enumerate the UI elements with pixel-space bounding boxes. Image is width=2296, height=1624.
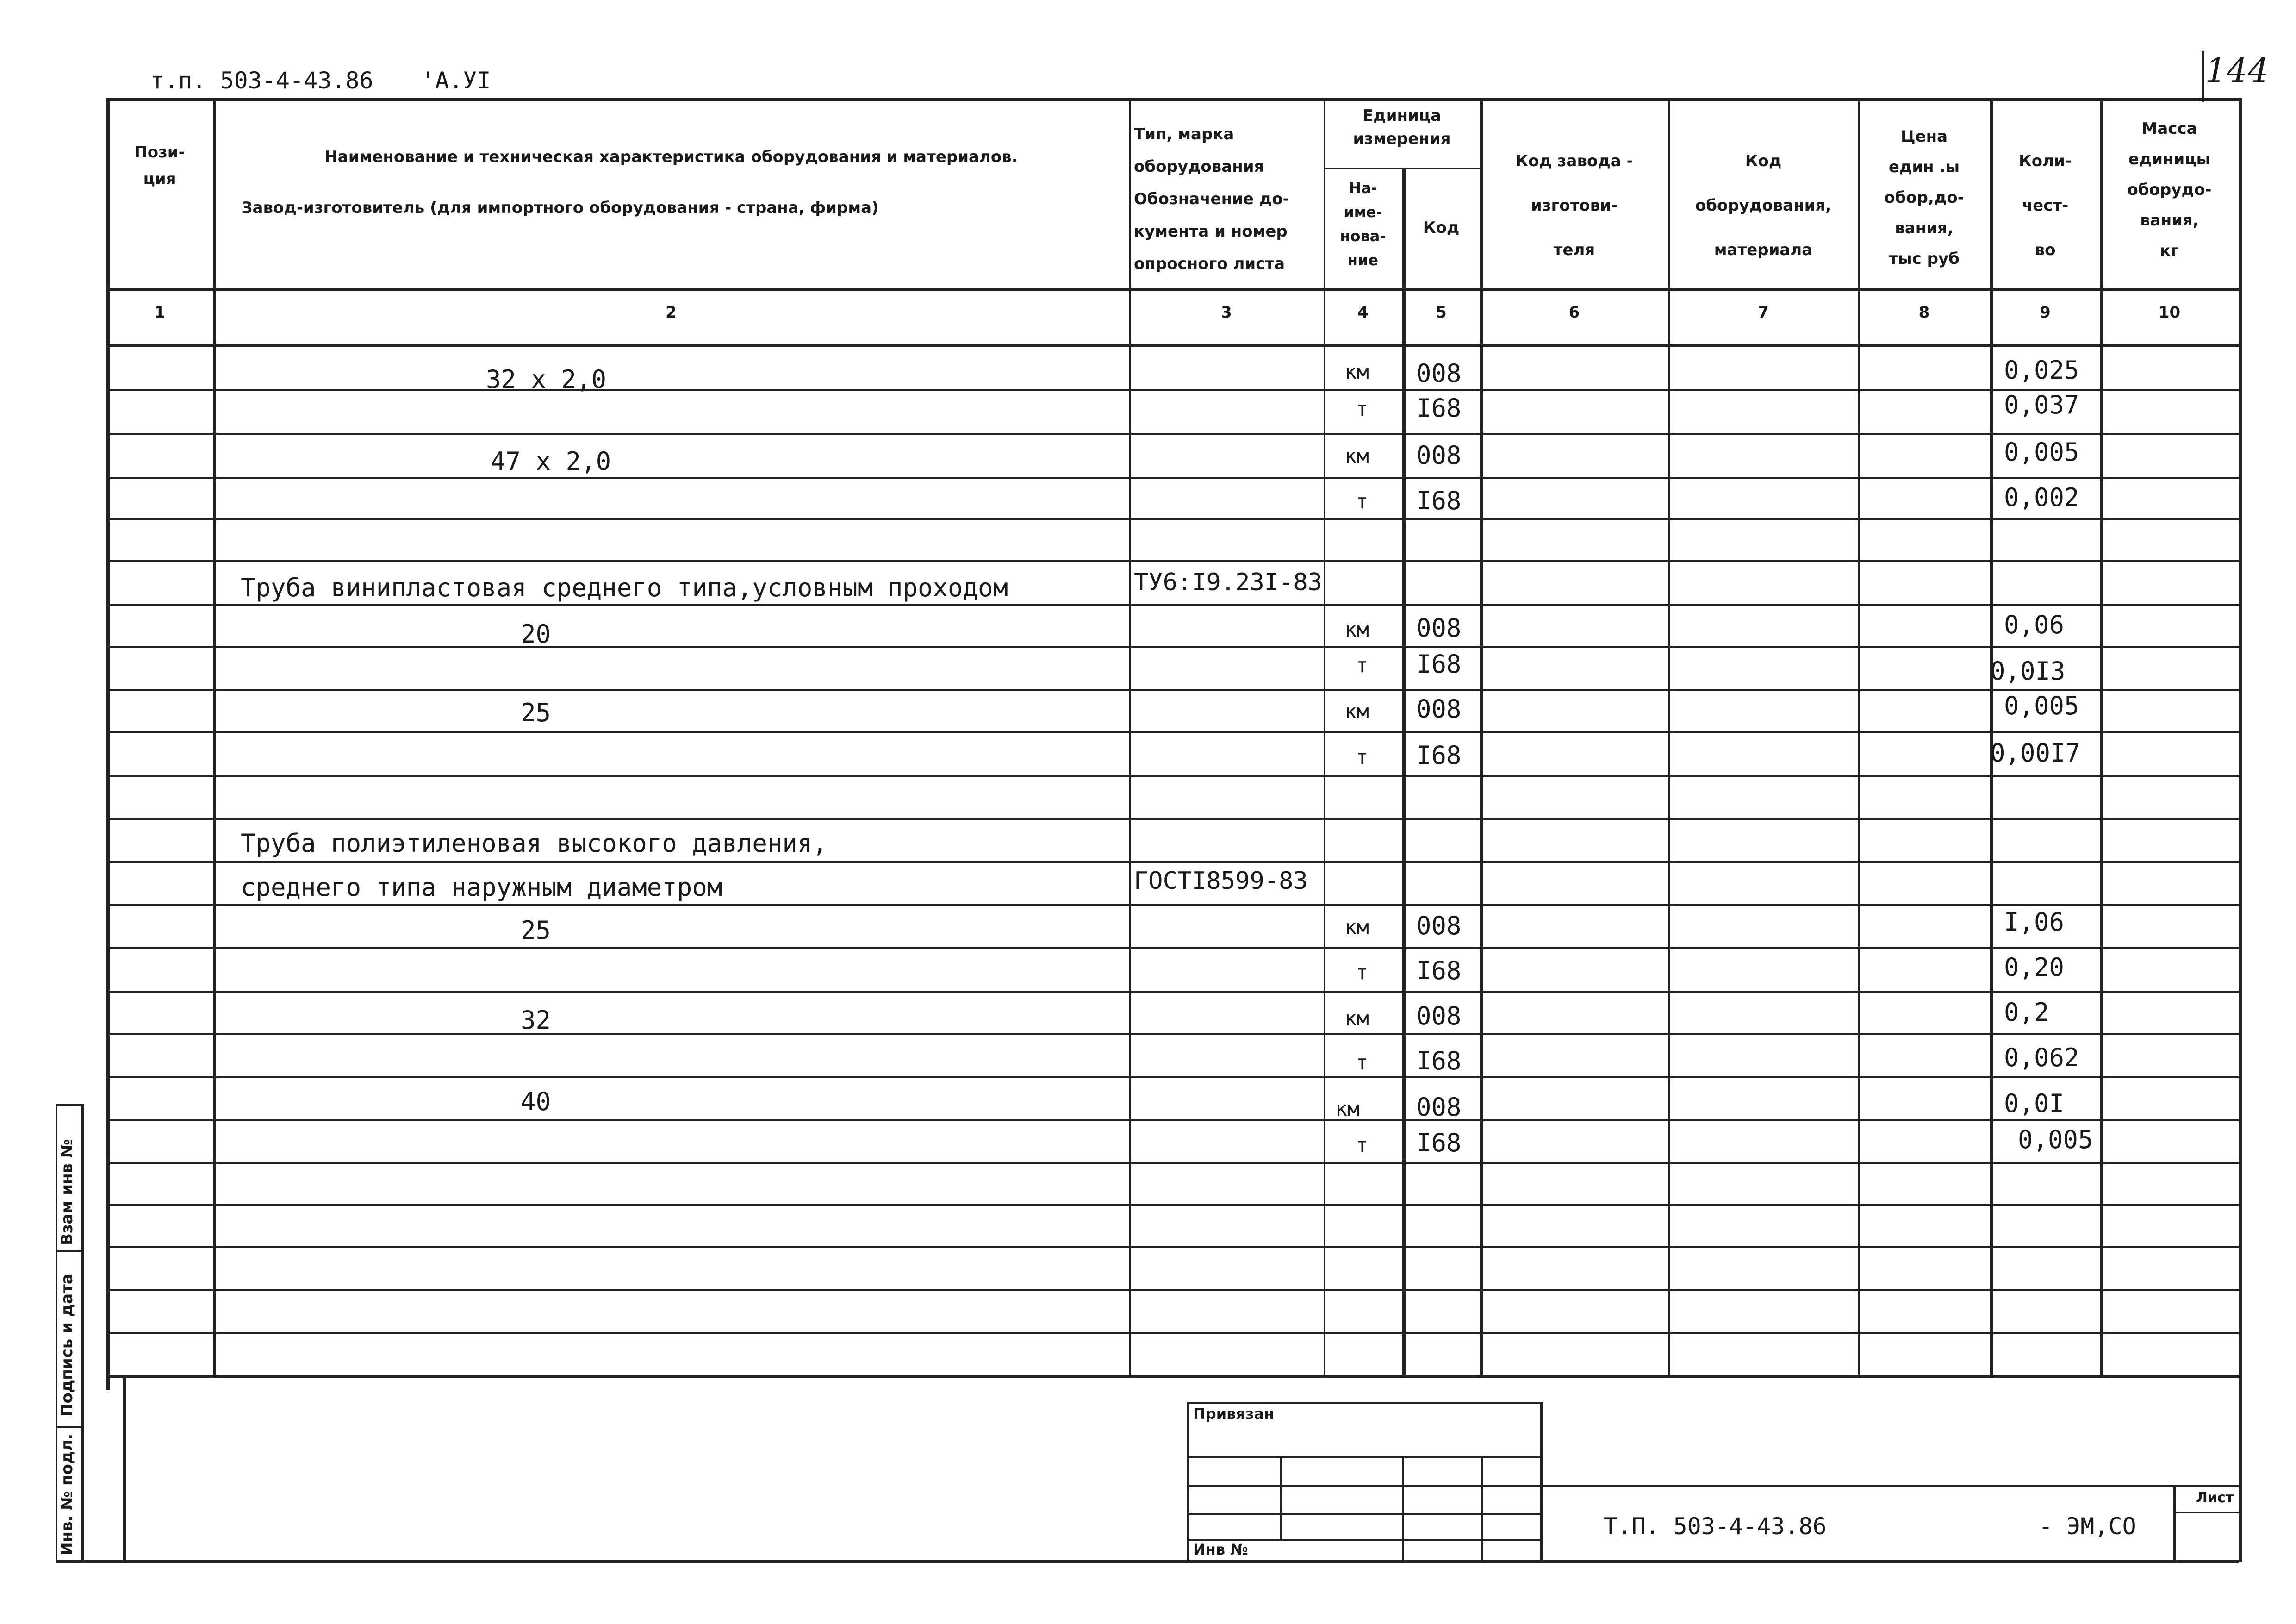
header-name: Наименование и техническая характеристика оборудования и материалов. [324,148,1018,166]
column-number: 5 [1436,303,1447,322]
item-name: 40 [521,1087,551,1116]
unit-name: км [1335,1097,1360,1121]
unit-name: км [1344,444,1369,468]
unit-code: 008 [1416,359,1462,388]
unit-code: 008 [1416,694,1462,724]
item-name: Труба винипластовая среднего типа,условным проходом [241,573,1008,602]
inv-label: Инв № [1193,1541,1248,1558]
header-manufacturer: Завод-изготовитель (для импортного оборудования - страна, фирма) [241,199,879,217]
unit-code: I68 [1416,650,1462,679]
quantity: 0,00I7 [1990,738,2081,768]
header-mass: Масса единицы оборудо- вания, кг [2127,119,2212,260]
header-price: Цена един .ы обор,до- вания, тыс руб [1884,127,1964,268]
unit-code: I68 [1416,956,1462,985]
unit-name: км [1344,360,1369,384]
header-equipment-code: Код оборудования, материала [1695,152,1832,259]
header-unit-name: На- име- нова- ние [1340,179,1386,269]
unit-code: I68 [1416,486,1462,515]
quantity: 0,20 [2004,953,2065,982]
quantity: 0,062 [2004,1043,2079,1072]
page-number-mark [2202,51,2204,102]
quantity: 0,0I3 [1990,656,2066,686]
quantity: 0,005 [2018,1125,2093,1154]
unit-code: I68 [1416,394,1462,423]
unit-code: I68 [1416,741,1462,770]
unit-code: I68 [1416,1046,1462,1075]
quantity: 0,005 [2004,691,2079,720]
unit-name: т [1356,961,1369,984]
column-number: 1 [154,303,165,322]
unit-code: 008 [1416,613,1462,643]
unit-name: т [1356,1051,1369,1074]
quantity: 0,06 [2004,610,2065,639]
header-position: Пози- ция [134,143,185,188]
unit-name: т [1356,397,1369,421]
quantity: 0,025 [2004,356,2079,385]
unit-code: 008 [1416,441,1462,470]
quantity: 0,002 [2004,483,2079,512]
unit-name: т [1356,654,1369,677]
quantity: I,06 [2004,907,2065,937]
unit-name: км [1344,618,1369,642]
side-label: Подпись и дата [58,1274,76,1417]
column-number: 3 [1221,303,1232,322]
item-document: ГОСТI8599-83 [1134,867,1308,895]
album-code: 'А.УI [421,67,491,94]
column-number: 9 [2040,303,2051,322]
column-number: 2 [666,303,677,322]
quantity: 0,0I [2004,1089,2065,1118]
bound-label: Привязан [1193,1405,1275,1423]
column-number: 7 [1758,303,1769,322]
item-name: 25 [521,698,551,727]
side-label: Взам инв № [58,1139,76,1245]
header-unit-code: Код [1423,219,1460,237]
unit-name: км [1344,916,1369,939]
column-number: 4 [1357,303,1369,322]
unit-code: 008 [1416,1093,1462,1122]
unit-code: 008 [1416,1001,1462,1031]
unit-name: км [1344,1007,1369,1031]
unit-code: I68 [1416,1128,1462,1157]
document-code: т.п. 503-4-43.86 [150,67,373,94]
title-doc-code: Т.П. 503-4-43.86 [1604,1513,1827,1540]
unit-name: т [1356,490,1369,513]
unit-name: т [1356,745,1369,769]
item-name: среднего типа наружным диаметром [241,873,722,902]
unit-name: км [1344,700,1369,724]
quantity: 0,2 [2004,998,2049,1027]
item-name: 32 [521,1006,551,1035]
quantity: 0,037 [2004,390,2079,419]
header-quantity: Коли- чест- во [2019,152,2072,259]
side-label: Инв. № подл. [58,1433,76,1555]
unit-code: 008 [1416,911,1462,940]
item-name: 32 х 2,0 [486,365,607,394]
item-document: ТУ6:I9.23I-83 [1134,568,1322,596]
item-name: 20 [521,619,551,649]
page-number: 144 [2205,51,2269,90]
header-unit-group: Единица измерения [1353,106,1451,148]
header-factory-code: Код завода - изготови- теля [1515,152,1633,259]
item-name: 25 [521,916,551,945]
title-section-code: - ЭМ,СО [2039,1513,2136,1540]
column-number: 8 [1918,303,1930,322]
sheet-label: Лист [2196,1490,2234,1506]
quantity: 0,005 [2004,437,2079,467]
header-type: Тип, марка оборудования Обозначение до- кумента и номер опросного листа [1134,125,1289,273]
item-name: 47 х 2,0 [491,447,611,476]
unit-name: т [1356,1133,1369,1157]
item-name: Труба полиэтиленовая высокого давления, [241,829,828,858]
column-number: 6 [1568,303,1580,322]
column-number: 10 [2158,303,2181,322]
